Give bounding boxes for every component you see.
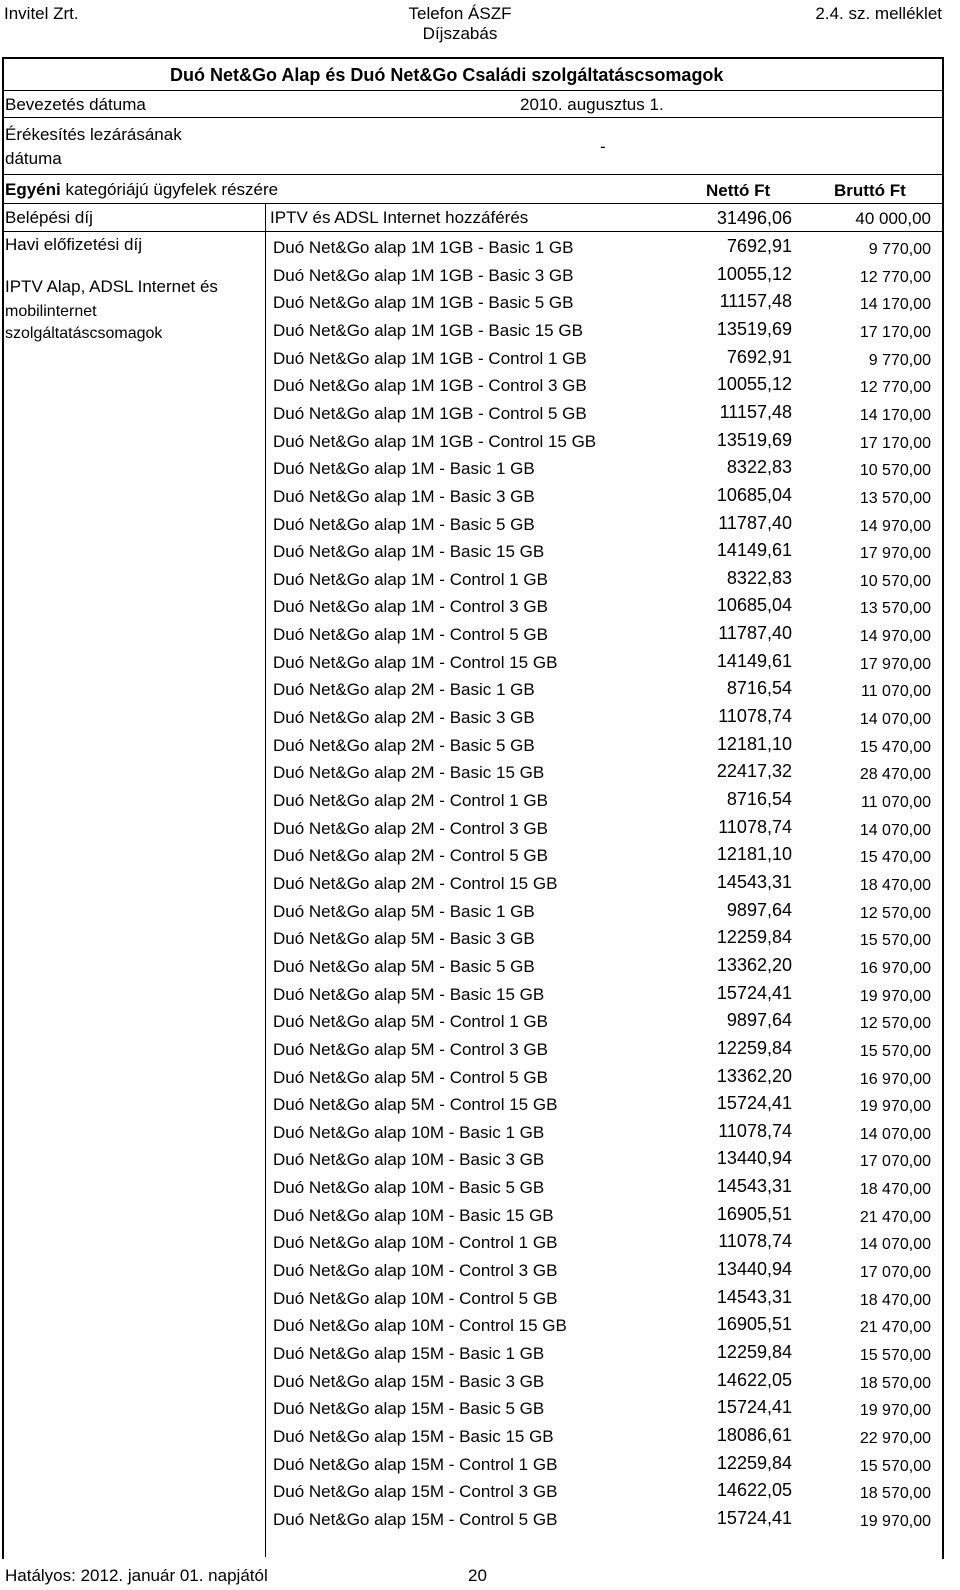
net-price: 12259,84 bbox=[716, 1452, 792, 1473]
table-row bbox=[0, 1423, 960, 1451]
gross-price: 15 570,00 bbox=[859, 932, 931, 950]
table-row bbox=[0, 1174, 960, 1202]
gross-price: 18 570,00 bbox=[859, 1374, 931, 1392]
net-price: 8322,83 bbox=[726, 567, 792, 588]
package-name: Duó Net&Go alap 10M - Basic 1 GB bbox=[273, 1122, 545, 1142]
group-label-line-2: mobilinternet bbox=[5, 303, 97, 320]
net-price: 11078,74 bbox=[718, 1120, 792, 1141]
annex-label: 2.4. sz. melléklet bbox=[815, 4, 942, 23]
table-row bbox=[0, 842, 960, 870]
package-name: Duó Net&Go alap 5M - Control 3 GB bbox=[273, 1039, 548, 1059]
gross-price: 19 970,00 bbox=[859, 987, 931, 1005]
table-row bbox=[0, 593, 960, 621]
gross-price: 14 070,00 bbox=[859, 1236, 931, 1254]
table-row bbox=[0, 317, 960, 345]
net-price: 13440,94 bbox=[716, 1148, 792, 1169]
gross-price: 14 970,00 bbox=[859, 628, 931, 646]
table-row bbox=[0, 870, 960, 898]
net-price: 8322,83 bbox=[726, 457, 792, 478]
gross-price: 12 770,00 bbox=[859, 268, 931, 286]
gross-price: 15 470,00 bbox=[859, 738, 931, 756]
net-price: 12259,84 bbox=[716, 1037, 792, 1058]
gross-price: 28 470,00 bbox=[859, 766, 931, 784]
net-price: 14622,05 bbox=[716, 1369, 792, 1390]
table-row bbox=[0, 787, 960, 815]
table-row bbox=[0, 1312, 960, 1340]
package-name: Duó Net&Go alap 15M - Control 1 GB bbox=[273, 1454, 558, 1474]
net-price: 9897,64 bbox=[726, 1010, 792, 1031]
table-row bbox=[0, 345, 960, 373]
net-price: 11787,40 bbox=[718, 623, 792, 644]
net-price: 11078,74 bbox=[718, 1231, 792, 1252]
package-name: Duó Net&Go alap 15M - Basic 3 GB bbox=[273, 1371, 545, 1391]
entry-fee-net: 31496,06 bbox=[716, 208, 792, 228]
package-name: Duó Net&Go alap 5M - Basic 15 GB bbox=[273, 984, 545, 1004]
gross-price: 17 070,00 bbox=[859, 1264, 931, 1282]
package-name: Duó Net&Go alap 10M - Control 5 GB bbox=[273, 1288, 558, 1308]
document-title-line: Telefon ÁSZF bbox=[408, 4, 512, 23]
package-name: Duó Net&Go alap 1M - Control 3 GB bbox=[273, 597, 548, 617]
gross-price: 17 170,00 bbox=[859, 323, 931, 341]
package-name: Duó Net&Go alap 1M - Control 5 GB bbox=[273, 625, 548, 645]
net-price: 13519,69 bbox=[716, 429, 792, 450]
gross-price: 19 970,00 bbox=[859, 1402, 931, 1420]
net-price: 15724,41 bbox=[716, 1093, 792, 1114]
net-price: 8716,54 bbox=[726, 678, 792, 699]
package-name: Duó Net&Go alap 2M - Control 1 GB bbox=[273, 791, 548, 810]
package-name: Duó Net&Go alap 10M - Basic 5 GB bbox=[273, 1178, 545, 1198]
net-price: 13440,94 bbox=[716, 1259, 792, 1280]
close-date-label: Érékesítés lezárásának bbox=[5, 125, 182, 144]
package-name: Duó Net&Go alap 1M 1GB - Control 1 GB bbox=[273, 348, 587, 368]
package-name: Duó Net&Go alap 1M 1GB - Control 3 GB bbox=[273, 376, 587, 396]
table-row bbox=[0, 898, 960, 926]
table-row bbox=[0, 455, 960, 483]
gross-price: 14 070,00 bbox=[859, 821, 931, 839]
package-name: Duó Net&Go alap 1M 1GB - Basic 5 GB bbox=[273, 293, 574, 313]
net-price: 10685,04 bbox=[716, 484, 792, 505]
table-row bbox=[0, 1478, 960, 1506]
table-row bbox=[0, 981, 960, 1009]
package-name: Duó Net&Go alap 2M - Control 3 GB bbox=[273, 818, 548, 838]
net-price: 11787,40 bbox=[718, 512, 792, 533]
net-price: 9897,64 bbox=[726, 899, 792, 920]
page-number: 20 bbox=[468, 1566, 487, 1585]
gross-price: 18 470,00 bbox=[859, 1181, 931, 1199]
table-row bbox=[0, 1036, 960, 1064]
package-name: Duó Net&Go alap 1M - Basic 1 GB bbox=[273, 459, 535, 479]
effective-date: Hatályos: 2012. január 01. napjától bbox=[5, 1566, 268, 1585]
package-name: Duó Net&Go alap 2M - Basic 15 GB bbox=[273, 763, 545, 783]
table-row bbox=[0, 649, 960, 677]
gross-price: 16 970,00 bbox=[859, 1070, 931, 1088]
package-name: Duó Net&Go alap 2M - Basic 1 GB bbox=[273, 680, 535, 700]
table-row bbox=[0, 953, 960, 981]
package-name: Duó Net&Go alap 2M - Control 5 GB bbox=[273, 846, 548, 866]
net-price: 14543,31 bbox=[716, 871, 792, 892]
table-row bbox=[0, 289, 960, 317]
net-price: 15724,41 bbox=[716, 982, 792, 1003]
package-name: Duó Net&Go alap 1M - Control 1 GB bbox=[273, 569, 548, 589]
net-price: 13362,20 bbox=[716, 954, 792, 975]
package-name: Duó Net&Go alap 1M 1GB - Basic 1 GB bbox=[273, 238, 574, 257]
package-name: Duó Net&Go alap 1M - Basic 3 GB bbox=[273, 486, 535, 506]
table-row bbox=[0, 483, 960, 511]
net-price: 14149,61 bbox=[716, 540, 792, 561]
package-name: Duó Net&Go alap 1M 1GB - Control 5 GB bbox=[273, 403, 587, 423]
gross-price: 10 570,00 bbox=[859, 462, 931, 480]
table-row bbox=[0, 1451, 960, 1479]
gross-price: 21 470,00 bbox=[859, 1208, 931, 1226]
gross-price: 16 970,00 bbox=[859, 959, 931, 977]
table-row bbox=[0, 566, 960, 594]
monthly-fee-label: Havi előfizetési díj bbox=[5, 235, 143, 254]
gross-price: 13 570,00 bbox=[859, 600, 931, 618]
package-name: Duó Net&Go alap 10M - Basic 3 GB bbox=[273, 1150, 545, 1170]
package-name: Duó Net&Go alap 15M - Basic 1 GB bbox=[273, 1344, 545, 1363]
net-price: 16905,51 bbox=[716, 1314, 792, 1335]
table-row bbox=[0, 676, 960, 704]
gross-price: 9 770,00 bbox=[868, 351, 931, 369]
package-name: Duó Net&Go alap 1M 1GB - Basic 15 GB bbox=[273, 320, 583, 340]
close-date-value: - bbox=[600, 137, 606, 156]
package-name: Duó Net&Go alap 15M - Basic 15 GB bbox=[273, 1426, 554, 1446]
gross-price: 19 970,00 bbox=[859, 1098, 931, 1116]
table-row bbox=[0, 1368, 960, 1396]
package-name: Duó Net&Go alap 10M - Control 1 GB bbox=[273, 1233, 558, 1253]
table-row bbox=[0, 1257, 960, 1285]
table-row bbox=[0, 1229, 960, 1257]
net-price: 12259,84 bbox=[716, 1342, 792, 1362]
gross-price: 15 570,00 bbox=[859, 1347, 931, 1364]
package-name: Duó Net&Go alap 10M - Control 3 GB bbox=[273, 1261, 558, 1281]
net-price: 12259,84 bbox=[716, 927, 792, 948]
net-price: 7692,91 bbox=[726, 236, 792, 256]
gross-price: 10 570,00 bbox=[859, 572, 931, 590]
net-price: 10685,04 bbox=[716, 595, 792, 616]
package-name: Duó Net&Go alap 15M - Control 5 GB bbox=[273, 1509, 558, 1529]
net-price: 15724,41 bbox=[716, 1507, 792, 1528]
gross-price: 14 070,00 bbox=[859, 711, 931, 729]
table-row bbox=[0, 815, 960, 843]
net-price: 7692,91 bbox=[726, 346, 792, 367]
package-name: Duó Net&Go alap 1M 1GB - Basic 3 GB bbox=[273, 265, 574, 285]
gross-price: 14 070,00 bbox=[859, 1125, 931, 1143]
table-row bbox=[0, 1064, 960, 1092]
table-row bbox=[0, 428, 960, 456]
table-row bbox=[0, 262, 960, 290]
table-row bbox=[0, 538, 960, 566]
entry-fee-service: IPTV és ADSL Internet hozzáférés bbox=[270, 208, 529, 227]
package-name: Duó Net&Go alap 10M - Control 15 GB bbox=[273, 1316, 567, 1336]
net-price: 14622,05 bbox=[716, 1480, 792, 1501]
table-row bbox=[0, 1506, 960, 1534]
table-row bbox=[0, 1202, 960, 1230]
table-row bbox=[0, 732, 960, 760]
close-date-label-2: dátuma bbox=[5, 149, 62, 168]
gross-price: 9 770,00 bbox=[868, 241, 931, 258]
entry-fee-label: Belépési díj bbox=[5, 208, 93, 227]
net-price: 12181,10 bbox=[716, 733, 792, 754]
gross-price: 14 970,00 bbox=[859, 517, 931, 535]
gross-price: 18 570,00 bbox=[859, 1485, 931, 1503]
net-price: 11078,74 bbox=[718, 706, 792, 727]
column-header-net: Nettó Ft bbox=[706, 181, 771, 200]
net-price: 13362,20 bbox=[716, 1065, 792, 1086]
gross-price: 14 170,00 bbox=[859, 296, 931, 314]
net-price: 13519,69 bbox=[716, 318, 792, 339]
column-header-gross: Bruttó Ft bbox=[834, 181, 906, 200]
gross-price: 12 770,00 bbox=[859, 379, 931, 397]
gross-price: 17 970,00 bbox=[859, 545, 931, 563]
package-name: Duó Net&Go alap 2M - Basic 5 GB bbox=[273, 735, 535, 755]
package-name: Duó Net&Go alap 2M - Basic 3 GB bbox=[273, 708, 535, 728]
table-row bbox=[0, 704, 960, 732]
table-row bbox=[0, 1008, 960, 1036]
group-label-line-1: IPTV Alap, ADSL Internet és bbox=[5, 277, 218, 296]
table-row bbox=[0, 1395, 960, 1423]
package-name: Duó Net&Go alap 15M - Basic 5 GB bbox=[273, 1399, 545, 1419]
segment-rest: kategóriájú ügyfelek részére bbox=[60, 180, 279, 199]
net-price: 14543,31 bbox=[716, 1176, 792, 1197]
package-name: Duó Net&Go alap 15M - Control 3 GB bbox=[273, 1482, 558, 1502]
package-name: Duó Net&Go alap 1M 1GB - Control 15 GB bbox=[273, 431, 597, 451]
gross-price: 21 470,00 bbox=[859, 1319, 931, 1337]
package-name: Duó Net&Go alap 5M - Basic 5 GB bbox=[273, 956, 535, 976]
gross-price: 13 570,00 bbox=[859, 489, 931, 507]
package-name: Duó Net&Go alap 5M - Control 5 GB bbox=[273, 1067, 548, 1087]
gross-price: 18 470,00 bbox=[859, 1291, 931, 1309]
gross-price: 17 070,00 bbox=[859, 1153, 931, 1171]
table-row bbox=[0, 1146, 960, 1174]
table-row bbox=[0, 1119, 960, 1147]
package-name: Duó Net&Go alap 1M - Basic 5 GB bbox=[273, 514, 535, 534]
net-price: 10055,12 bbox=[716, 263, 792, 284]
table-row bbox=[0, 1285, 960, 1313]
document-subtitle: Díjszabás bbox=[422, 24, 498, 43]
gross-price: 15 470,00 bbox=[859, 849, 931, 867]
segment-bold: Egyéni bbox=[5, 180, 61, 199]
net-price: 22417,32 bbox=[716, 761, 792, 782]
table-row bbox=[0, 1091, 960, 1119]
net-price: 10055,12 bbox=[716, 374, 792, 395]
table-row bbox=[0, 511, 960, 539]
net-price: 15724,41 bbox=[716, 1397, 792, 1418]
table-row bbox=[0, 925, 960, 953]
gross-price: 22 970,00 bbox=[859, 1429, 931, 1447]
gross-price: 11 070,00 bbox=[861, 683, 931, 701]
net-price: 16905,51 bbox=[716, 1203, 792, 1224]
net-price: 14149,61 bbox=[716, 650, 792, 671]
package-name: Duó Net&Go alap 10M - Basic 15 GB bbox=[273, 1205, 554, 1225]
gross-price: 12 570,00 bbox=[859, 904, 931, 922]
net-price: 11078,74 bbox=[718, 816, 792, 837]
net-price: 11157,48 bbox=[719, 291, 792, 312]
gross-price: 12 570,00 bbox=[859, 1015, 931, 1033]
entry-fee-gross: 40 000,00 bbox=[855, 209, 931, 228]
group-label-line-3: szolgáltatáscsomagok bbox=[5, 325, 163, 342]
table-row bbox=[0, 1340, 960, 1368]
table-row bbox=[0, 372, 960, 400]
company-name: Invitel Zrt. bbox=[4, 4, 79, 23]
table-title: Duó Net&Go Alap és Duó Net&Go Családi szolgáltatáscsomagok bbox=[170, 65, 724, 85]
package-name: Duó Net&Go alap 5M - Control 1 GB bbox=[273, 1012, 548, 1032]
table-row bbox=[0, 759, 960, 787]
gross-price: 17 970,00 bbox=[859, 655, 931, 673]
gross-price: 15 570,00 bbox=[859, 1042, 931, 1060]
table-row bbox=[0, 400, 960, 428]
package-name: Duó Net&Go alap 5M - Control 15 GB bbox=[273, 1095, 558, 1115]
table-row bbox=[0, 621, 960, 649]
net-price: 18086,61 bbox=[716, 1424, 792, 1445]
gross-price: 11 070,00 bbox=[861, 794, 931, 811]
net-price: 8716,54 bbox=[726, 789, 792, 809]
intro-date-label: Bevezetés dátuma bbox=[5, 95, 146, 114]
gross-price: 14 170,00 bbox=[859, 406, 931, 424]
intro-date-value: 2010. augusztus 1. bbox=[520, 95, 664, 114]
package-name: Duó Net&Go alap 5M - Basic 3 GB bbox=[273, 929, 535, 949]
package-name: Duó Net&Go alap 2M - Control 15 GB bbox=[273, 873, 558, 893]
gross-price: 18 470,00 bbox=[859, 876, 931, 894]
gross-price: 15 570,00 bbox=[859, 1457, 931, 1475]
package-name: Duó Net&Go alap 1M - Basic 15 GB bbox=[273, 542, 545, 562]
gross-price: 19 970,00 bbox=[859, 1512, 931, 1530]
net-price: 11157,48 bbox=[719, 401, 792, 422]
package-name: Duó Net&Go alap 1M - Control 15 GB bbox=[273, 652, 558, 672]
package-name: Duó Net&Go alap 5M - Basic 1 GB bbox=[273, 901, 535, 921]
net-price: 14543,31 bbox=[716, 1286, 792, 1307]
net-price: 12181,10 bbox=[716, 844, 792, 865]
gross-price: 17 170,00 bbox=[859, 434, 931, 452]
table-row bbox=[0, 234, 960, 262]
